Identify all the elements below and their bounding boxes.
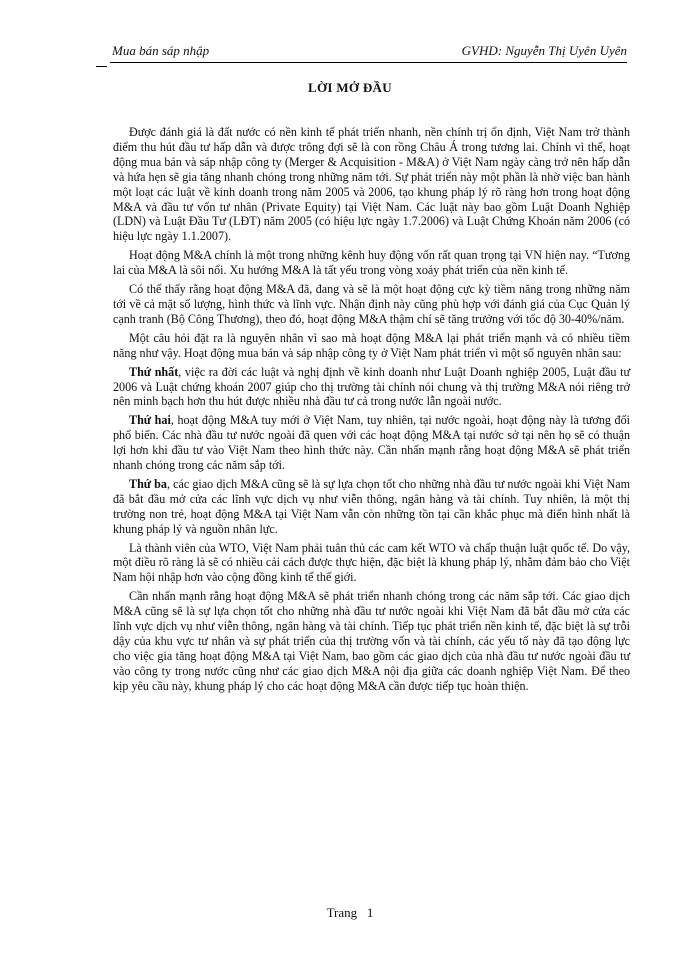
- page-label: Trang: [326, 905, 358, 920]
- paragraph: Là thành viên của WTO, Việt Nam phải tuân thủ các cam kết WTO và chấp thuận luật quốc tế. Do vậy, một điều rõ ràng là sẽ có nhiều cải cách được thực hiện, đặc biệt là khung pháp lý, nhằm đảm bảo cho Việt Nam hội nhập hơn vào cộng đồng kinh tế thế giới.: [113, 540, 630, 585]
- header-course-title: Mua bán sáp nhập: [112, 43, 210, 58]
- paragraph: Cần nhấn mạnh rằng hoạt động M&A sẽ phát triển nhanh chóng trong các năm sắp tới. Các giao dịch M&A cũng sẽ là sự lựa chọn tốt cho những nhà đầu tư nước ngoài khi Việt Nam đã bắt đầu mở cửa các lĩnh vực dịch vụ như viễn thông, ngân hàng và tài chính. Tiếp tục phát triển nền kinh tế, đặc biệt là sự trỗi dậy của khu vực tư nhân và sự phát triển của thị trường vốn và tài chính, các yếu tố này đã tạo động lực cho việc gia tăng hoạt động M&A tại Việt Nam, bao gồm các giao dịch của nhà đầu tư nước ngoài đầu tư vào công ty trong nước cũng như các giao dịch M&A nội địa giữa các doanh nghiệp Việt Nam. Để theo kịp yêu cầu này, khung pháp lý cho các hoạt động M&A cần được tiếp tục hoàn thiện.: [113, 589, 630, 693]
- page-header: [110, 42, 627, 63]
- paragraph: Thứ hai, hoạt động M&A tuy mới ở Việt Nam, tuy nhiên, tại nước ngoài, hoạt động này là tương đối phổ biến. Các nhà đầu tư nước ngoài đã quen với các hoạt động M&A tại nước sở tại nên họ sẽ có thuận lợi hơn khi đầu tư vào Việt Nam theo hình thức này. Cần nhấn mạnh rằng hoạt động M&A sẽ phát triển nhanh chóng trong các năm sắp tới.: [113, 413, 630, 473]
- header-dash-mark: [96, 66, 107, 67]
- document-body: [113, 125, 630, 698]
- paragraph: Thứ nhất, việc ra đời các luật và nghị định về kinh doanh như Luật Doanh nghiệp 2005, Luật đầu tư 2006 và Luật chứng khoán 2007 giúp cho thị trường tài chính nói chung và thị trường M&A nói riêng trở nên minh bạch hơn thu hút được nhiều nhà đầu tư cả trong nước lẫn ngoài nước.: [113, 364, 630, 409]
- paragraph: Hoạt động M&A chính là một trong những kênh huy động vốn rất quan trọng tại VN hiện nay. “Tương lai của M&A là sôi nổi. Xu hướng M&A là tất yếu trong vòng xoáy phát triển của nền kinh tế.: [113, 248, 630, 278]
- paragraph: Thứ ba, các giao dịch M&A cũng sẽ là sự lựa chọn tốt cho những nhà đầu tư nước ngoài khi Việt Nam đã bắt đầu mở cửa các lĩnh vực dịch vụ như viễn thông, ngân hàng và tài chính. Tuy nhiên, là một thị trường non trẻ, hoạt động M&A tại Việt Nam vẫn còn những tồn tại cần khắc phục mà điển hình nhất là khung pháp lý và nguồn nhân lực.: [113, 476, 630, 536]
- paragraph-lead: Thứ nhất: [129, 364, 179, 379]
- paragraph-lead: Thứ hai: [129, 413, 171, 428]
- page-footer: [0, 905, 700, 921]
- page-number: 1: [366, 905, 374, 920]
- paragraph: Một câu hỏi đặt ra là nguyên nhân vì sao mà hoạt động M&A lại phát triển mạnh và có nhiều tiềm năng như vậy. Hoạt động mua bán và sáp nhập công ty ở Việt Nam phát triển vì một số nguyên nhân sau:: [113, 330, 630, 360]
- page-title: LỜI MỞ ĐẦU: [308, 80, 392, 95]
- paragraph-lead: Thứ ba: [129, 476, 167, 491]
- paragraph: Có thể thấy rằng hoạt động M&A đã, đang và sẽ là một hoạt động cực kỳ tiềm năng trong những năm tới về cả mặt số lượng, hình thức và lĩnh vực. Nhận định này cũng phù hợp với đánh giá của Cục Quản lý cạnh tranh (Bộ Công Thương), theo đó, hoạt động M&A thậm chí sẽ tăng trưởng với tốc độ 30-40%/năm.: [113, 282, 630, 326]
- paragraph: Được đánh giá là đất nước có nền kinh tế phát triển nhanh, nền chính trị ổn định, Việt Nam trở thành điểm thu hút đầu tư hấp dẫn và được trông đợi sẽ là con rồng Châu Á trong tương lai. Chính vì thế, hoạt động mua bán và sáp nhập công ty (Merger & Acquisition - M&A) ở Việt Nam ngày càng trở nên hấp dẫn và hứa hẹn sẽ gia tăng nhanh chóng trong những năm tới. Sự phát triển này một phần là nhờ việc ban hành một loạt các luật về kinh doanh trong năm 2005 và 2006, tạo khung pháp lý rõ ràng hơn trong hoạt động M&A và đầu tư vốn tư nhân (Private Equity) tại Việt Nam. Các luật này bao gồm Luật Doanh Nghiệp (LDN) và Luật Đầu Tư (LĐT) năm 2005 (có hiệu lực ngày 1.7.2006) và Luật Chứng Khoán năm 2006 (có hiệu lực ngày 1.1.2007).: [113, 125, 630, 244]
- header-instructor: GVHD: Nguyễn Thị Uyên Uyên: [461, 43, 627, 58]
